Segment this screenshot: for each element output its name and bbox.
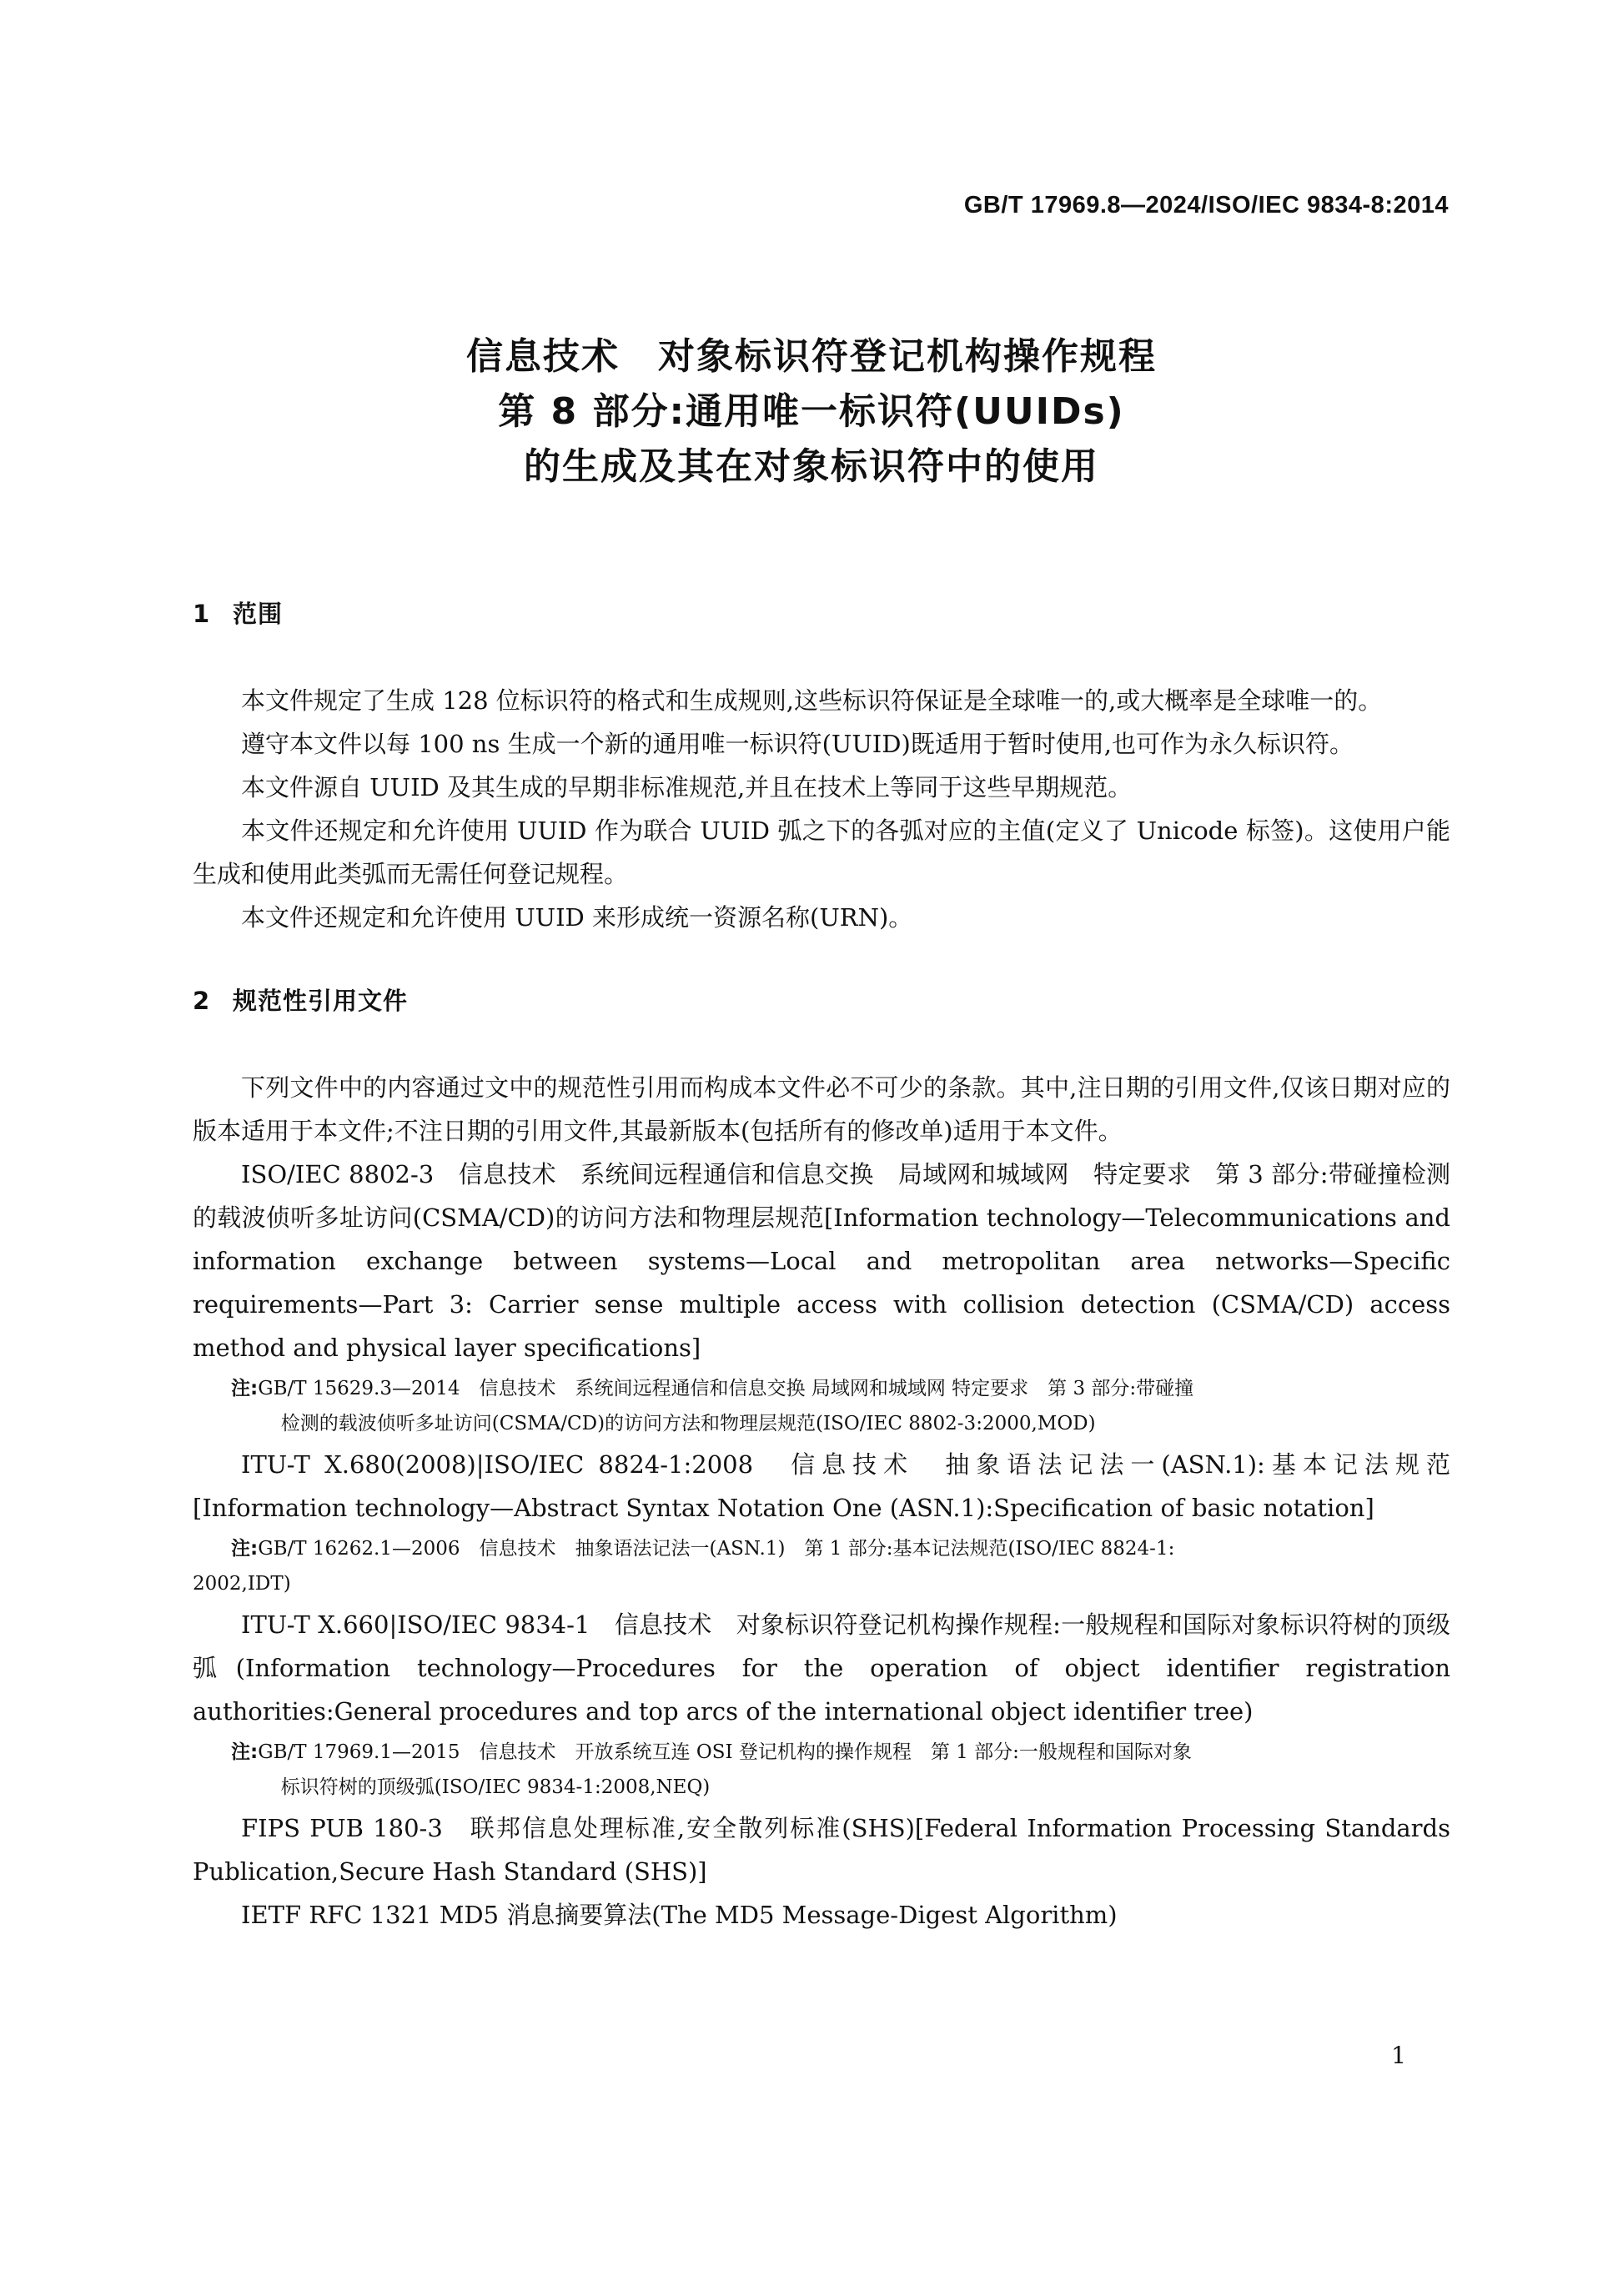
section-heading-scope bbox=[193, 592, 1450, 636]
title-line-2: 第 8 部分:通用唯一标识符(UUIDs) bbox=[498, 390, 1125, 433]
document-body bbox=[193, 592, 1450, 1937]
paragraph: 本文件规定了生成 128 位标识符的格式和生成规则,这些标识符保证是全球唯一的,或大概率是全球唯一的。 bbox=[241, 686, 1383, 715]
title-line-1: 信息技术 对象标识符登记机构操作规程 bbox=[466, 335, 1157, 378]
note-text: GB/T 17969.1—2015 信息技术 开放系统互连 OSI 登记机构的操作规程 第 1 部分:一般规程和国际对象 bbox=[258, 1741, 1192, 1763]
reference-entry: FIPS PUB 180-3 联邦信息处理标准,安全散列标准(SHS)[Federal Information Processing Standards Publication,Secure Hash Standard (SHS)] bbox=[193, 1814, 1450, 1886]
note-text: 2002,IDT) bbox=[193, 1573, 291, 1595]
section-heading-normative-references bbox=[193, 979, 1450, 1022]
note-text: 标识符树的顶级弧(ISO/IEC 9834-1:2008,NEQ) bbox=[280, 1776, 711, 1798]
note-text: GB/T 15629.3—2014 信息技术 系统间远程通信和信息交换 局域网和城域网 特定要求 第 3 部分:带碰撞 bbox=[258, 1378, 1194, 1399]
note-label: 注: bbox=[231, 1378, 259, 1399]
note-text: 检测的载波侦听多址访问(CSMA/CD)的访问方法和物理层规范(ISO/IEC 8802-3:2000,MOD) bbox=[280, 1413, 1096, 1434]
document-code: GB/T 17969.8—2024/ISO/IEC 9834-8:2014 bbox=[963, 192, 1449, 219]
page-number: 1 bbox=[1391, 2042, 1406, 2069]
title-line-3: 的生成及其在对象标识符中的使用 bbox=[524, 445, 1099, 488]
note-text: GB/T 16262.1—2006 信息技术 抽象语法记法一(ASN.1) 第 1 部分:基本记法规范(ISO/IEC 8824-1: bbox=[258, 1538, 1175, 1560]
reference-entry: ITU-T X.680(2008)|ISO/IEC 8824-1:2008 信息技术 抽象语法记法一(ASN.1):基本记法规范[Information technology—Abstract Syntax Notation One (ASN.1):Specification of basic notation] bbox=[193, 1450, 1450, 1522]
paragraph: 本文件还规定和允许使用 UUID 作为联合 UUID 弧之下的各弧对应的主值(定义了 Unicode 标签)。这使用户能生成和使用此类弧而无需任何登记规程。 bbox=[193, 816, 1450, 888]
reference-note bbox=[193, 1371, 1450, 1441]
paragraph: 遵守本文件以每 100 ns 生成一个新的通用唯一标识符(UUID)既适用于暂时使用,也可作为永久标识符。 bbox=[241, 730, 1354, 758]
paragraph: 本文件源自 UUID 及其生成的早期非标准规范,并且在技术上等同于这些早期规范。 bbox=[241, 773, 1133, 801]
reference-note bbox=[193, 1531, 1450, 1601]
paragraph: 本文件还规定和允许使用 UUID 来形成统一资源名称(URN)。 bbox=[241, 903, 913, 932]
document-title bbox=[0, 329, 1623, 495]
note-label: 注: bbox=[231, 1538, 259, 1560]
reference-entry: ISO/IEC 8802-3 信息技术 系统间远程通信和信息交换 局域网和城域网 特定要求 第 3 部分:带碰撞检测的载波侦听多址访问(CSMA/CD)的访问方法和物理层规范[Information technology—Telecommunications and information exchange between systems—Local and metropolitan area networks—Specific requirements—Part 3: Carrier sense multiple access with collision detection (CSMA/CD) access method and physical layer specifications] bbox=[193, 1160, 1450, 1362]
paragraph: 下列文件中的内容通过文中的规范性引用而构成本文件必不可少的条款。其中,注日期的引用文件,仅该日期对应的版本适用于本文件;不注日期的引用文件,其最新版本(包括所有的修改单)适用于本文件。 bbox=[193, 1073, 1450, 1145]
section-number: 1 bbox=[193, 600, 211, 628]
reference-note bbox=[193, 1735, 1450, 1805]
note-label: 注: bbox=[231, 1741, 259, 1763]
section-title: 范围 bbox=[233, 600, 284, 628]
reference-entry: ITU-T X.660|ISO/IEC 9834-1 信息技术 对象标识符登记机构操作规程:一般规程和国际对象标识符树的顶级弧(Information technology—Procedures for the operation of object identifier registration authorities:General procedures and top arcs of the international object identifier tree) bbox=[193, 1610, 1450, 1726]
section-title: 规范性引用文件 bbox=[233, 987, 409, 1015]
reference-entry: IETF RFC 1321 MD5 消息摘要算法(The MD5 Message-Digest Algorithm) bbox=[241, 1901, 1118, 1929]
section-number: 2 bbox=[193, 987, 211, 1015]
